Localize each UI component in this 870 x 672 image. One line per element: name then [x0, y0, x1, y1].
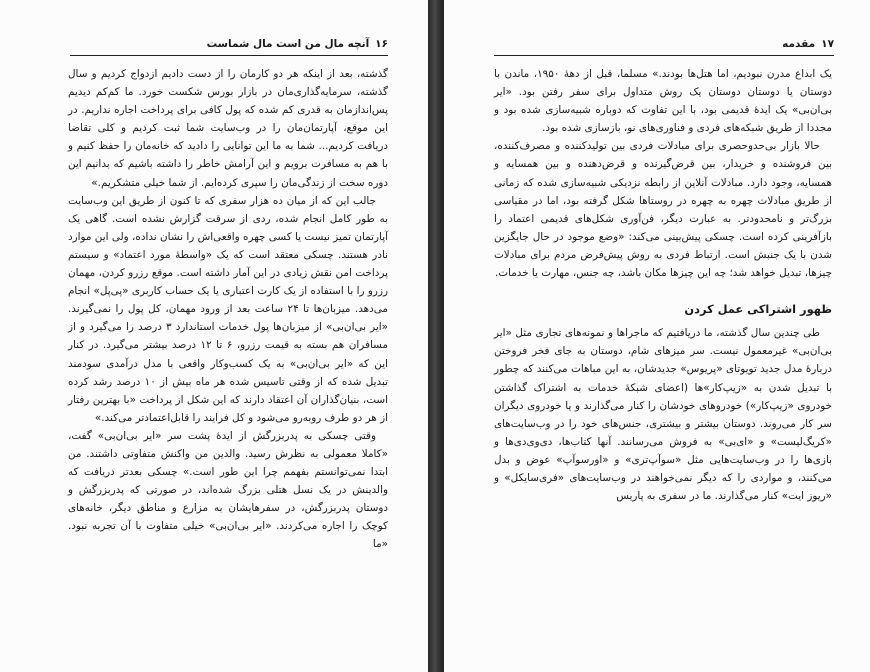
right-page-body	[494, 65, 832, 505]
header-rule-left	[70, 55, 388, 56]
paragraph: طی چندین سال گذشته، ما دریافتیم که ماجراها و نمونه‌های تجاری مثل «ایر بی‌ان‌بی» غیرمعمول نیست. سر میزهای شام، دوستان به جای فخر فروختن دربارهٔ مدل جدید تویوتای «پریوس» جدیدشان، به این مباهات می‌کنند که چطور با تبدیل شدن به «زیپ‌کار»ها (اعضای شبکهٔ خدمات به اشتراک گذاشتن خودروی «زیپ‌کار») خودروهای خودشان را کنار می‌گذارند و یا خودروی دیگران سر کار می‌روند. دوستان بیشتر و بیشتری، جنس‌های خود را در وب‌سایت‌های «کریگ‌لیست» و «ای‌بی» به فروش می‌رسانند. آنها کتاب‌ها، دی‌وی‌دی‌ها و بازی‌ها را در وب‌سایت‌هایی مثل «سوآپ‌تری» و «اورسوآپ» عوض و بدل می‌کنند، و مواردی را که دیگر نمی‌خواهند در وب‌سایت‌های «فری‌سایکل» و «ریوز ایت» کنار می‌گذارند. ما در سفری به پاریس	[494, 327, 832, 503]
running-head-right	[782, 38, 834, 50]
paragraph: جالب این که از میان ده هزار سفری که تا کنون از طریق این وب‌سایت به طور کامل انجام شده، ردی از سرقت گزارش نشده است. گاهی یک آپارتمان تمیز نیست یا کسی چهره واقعی‌اش را نشان نداده، ولی این موارد نادر هستند. چسکی معتقد است که یک «واسطهٔ مورد اعتماد» و سیستم پرداخت امن نقش زیادی در این آمار داشته است. موقع رزرو کردن، مهمان رزرو را با استفاده از یک کارت اعتباری یا یک حساب کاربری «پی‌پل» انجام می‌دهد. میزبان‌ها تا ۲۴ ساعت بعد از ورود مهمان، کل پول را نمی‌گیرند. «ایر بی‌ان‌بی» از میزبان‌ها پول خدمات استاندارد ۳ درصد را می‌گیرد و از مسافران هم بسته به قیمت رزرو، ۶ تا ۱۲ درصد بیشتر می‌گیرد. در کنار این که «ایر بی‌ان‌بی» به یک کسب‌وکار واقعی با مدل درآمدی سودمند تبدیل شده که از وقتی تاسیس شده هر ماه بیش از ۱۰ درصد رشد کرده است، بنیان‌گذاران آن اعتقاد دارند که این شکل از پرداخت «با بهترین رفتار از هر دو طرف روبه‌رو می‌شود و کل فرایند را قابل‌اعتمادتر می‌کند.»	[68, 194, 389, 424]
book-gutter	[428, 0, 444, 672]
left-page-body	[68, 65, 388, 554]
chapter-title: مقدمه	[782, 38, 816, 50]
running-head-title: آنچه مال من است مال شماست	[206, 38, 370, 50]
running-head-left	[207, 38, 388, 50]
left-page	[0, 0, 428, 672]
page-number-left: ۱۶	[375, 38, 388, 50]
header-rule-right	[494, 55, 834, 56]
page-number-right: ۱۷	[821, 38, 834, 50]
right-page	[444, 0, 870, 672]
paragraph: حالا بازار بی‌حدوحصری برای مبادلات فردی بین تولیدکننده و مصرف‌کننده، بین فروشنده و خریدار، بین قرض‌گیرنده و قرض‌دهنده و بین همسایه و همسایه، وجود دارد. مبادلات آنلاین از رابطه نزدیکی شبیه‌سازی شده که زمانی از طریق مبادلات چهره به چهره در روستاها شکل گرفته بود، اما در مقیاسی بزرگ‌تر و نامحدودتر. به عبارت دیگر، فن‌آوری شکل‌های قدیمی اعتماد را بازآفرینی کرده است. چسکی پیش‌بینی می‌کند: «وضع موجود در حال جایگزین شدن با یک جنبش است. ارتباط فردی به روش پیش‌فرض مردم برای مبادلات چیزها، تبدیل خواهد شد؛ چه این چیزها مکان باشد، چه جنس، مهارت یا خدمات.	[494, 140, 832, 280]
paragraph: گذشته، بعد از اینکه هر دو کارمان را از دست دادیم ازدواج کردیم و سال گذشته، سرمایه‌گذاری‌مان در بازار بورس شکست خورد. ما کم‌کم دیدیم پس‌اندازمان به قدری کم شده که پول کافی برای پرداخت اجاره نداریم. در این موقع، آپارتمان‌مان را در وب‌سایت شما ثبت کردیم و کلی تقاضا دریافت کردیم... شما به ما این توانایی را دادید که خانه‌مان را حفظ کنیم و با هم به مسافرت برویم و این آرامش خاطر را داشته باشیم که بدانیم این دوره سخت از زندگی‌مان را سپری کرده‌ایم. از شما خیلی متشکریم.»	[68, 68, 388, 189]
paragraph: یک ابداع مدرن نبودیم، اما هتل‌ها بودند.» مسلما، قبل از دههٔ ۱۹۵۰، ماندن با دوستان یا دوستان دوستان یک روش متداول برای سفر رفتن بود. «ایر بی‌ان‌بی» یک ایدهٔ قدیمی بود، با این تفاوت که دوباره شبیه‌سازی شده بود و مجددا از طریق شبکه‌های فردی و فناوری‌های نو، بازسازی شده بود.	[494, 68, 832, 135]
section-heading: ظهور اشتراکی عمل کردن	[684, 302, 832, 317]
paragraph: وقتی چسکی به پدربزرگش از ایدهٔ پشت سر «ایر بی‌ان‌بی» گفت، «کاملا معمولی به نظرش رسید. والدین من واکنش متفاوتی داشتند. من ابتدا نمی‌توانستم بفهمم چرا این طور است.» چسکی بعدتر دریافت که والدینش در یک نسل هتلی بزرگ شده‌اند، در صورتی که پدربزرگش و دوستان پدربزرگش، در سفرهایشان به مزارع و مناطق دیگر، خانه‌های کوچک را اجاره می‌کردند. «ایر بی‌ان‌بی» خیلی متفاوت با آن تجربه نبود. «ما	[68, 429, 388, 551]
